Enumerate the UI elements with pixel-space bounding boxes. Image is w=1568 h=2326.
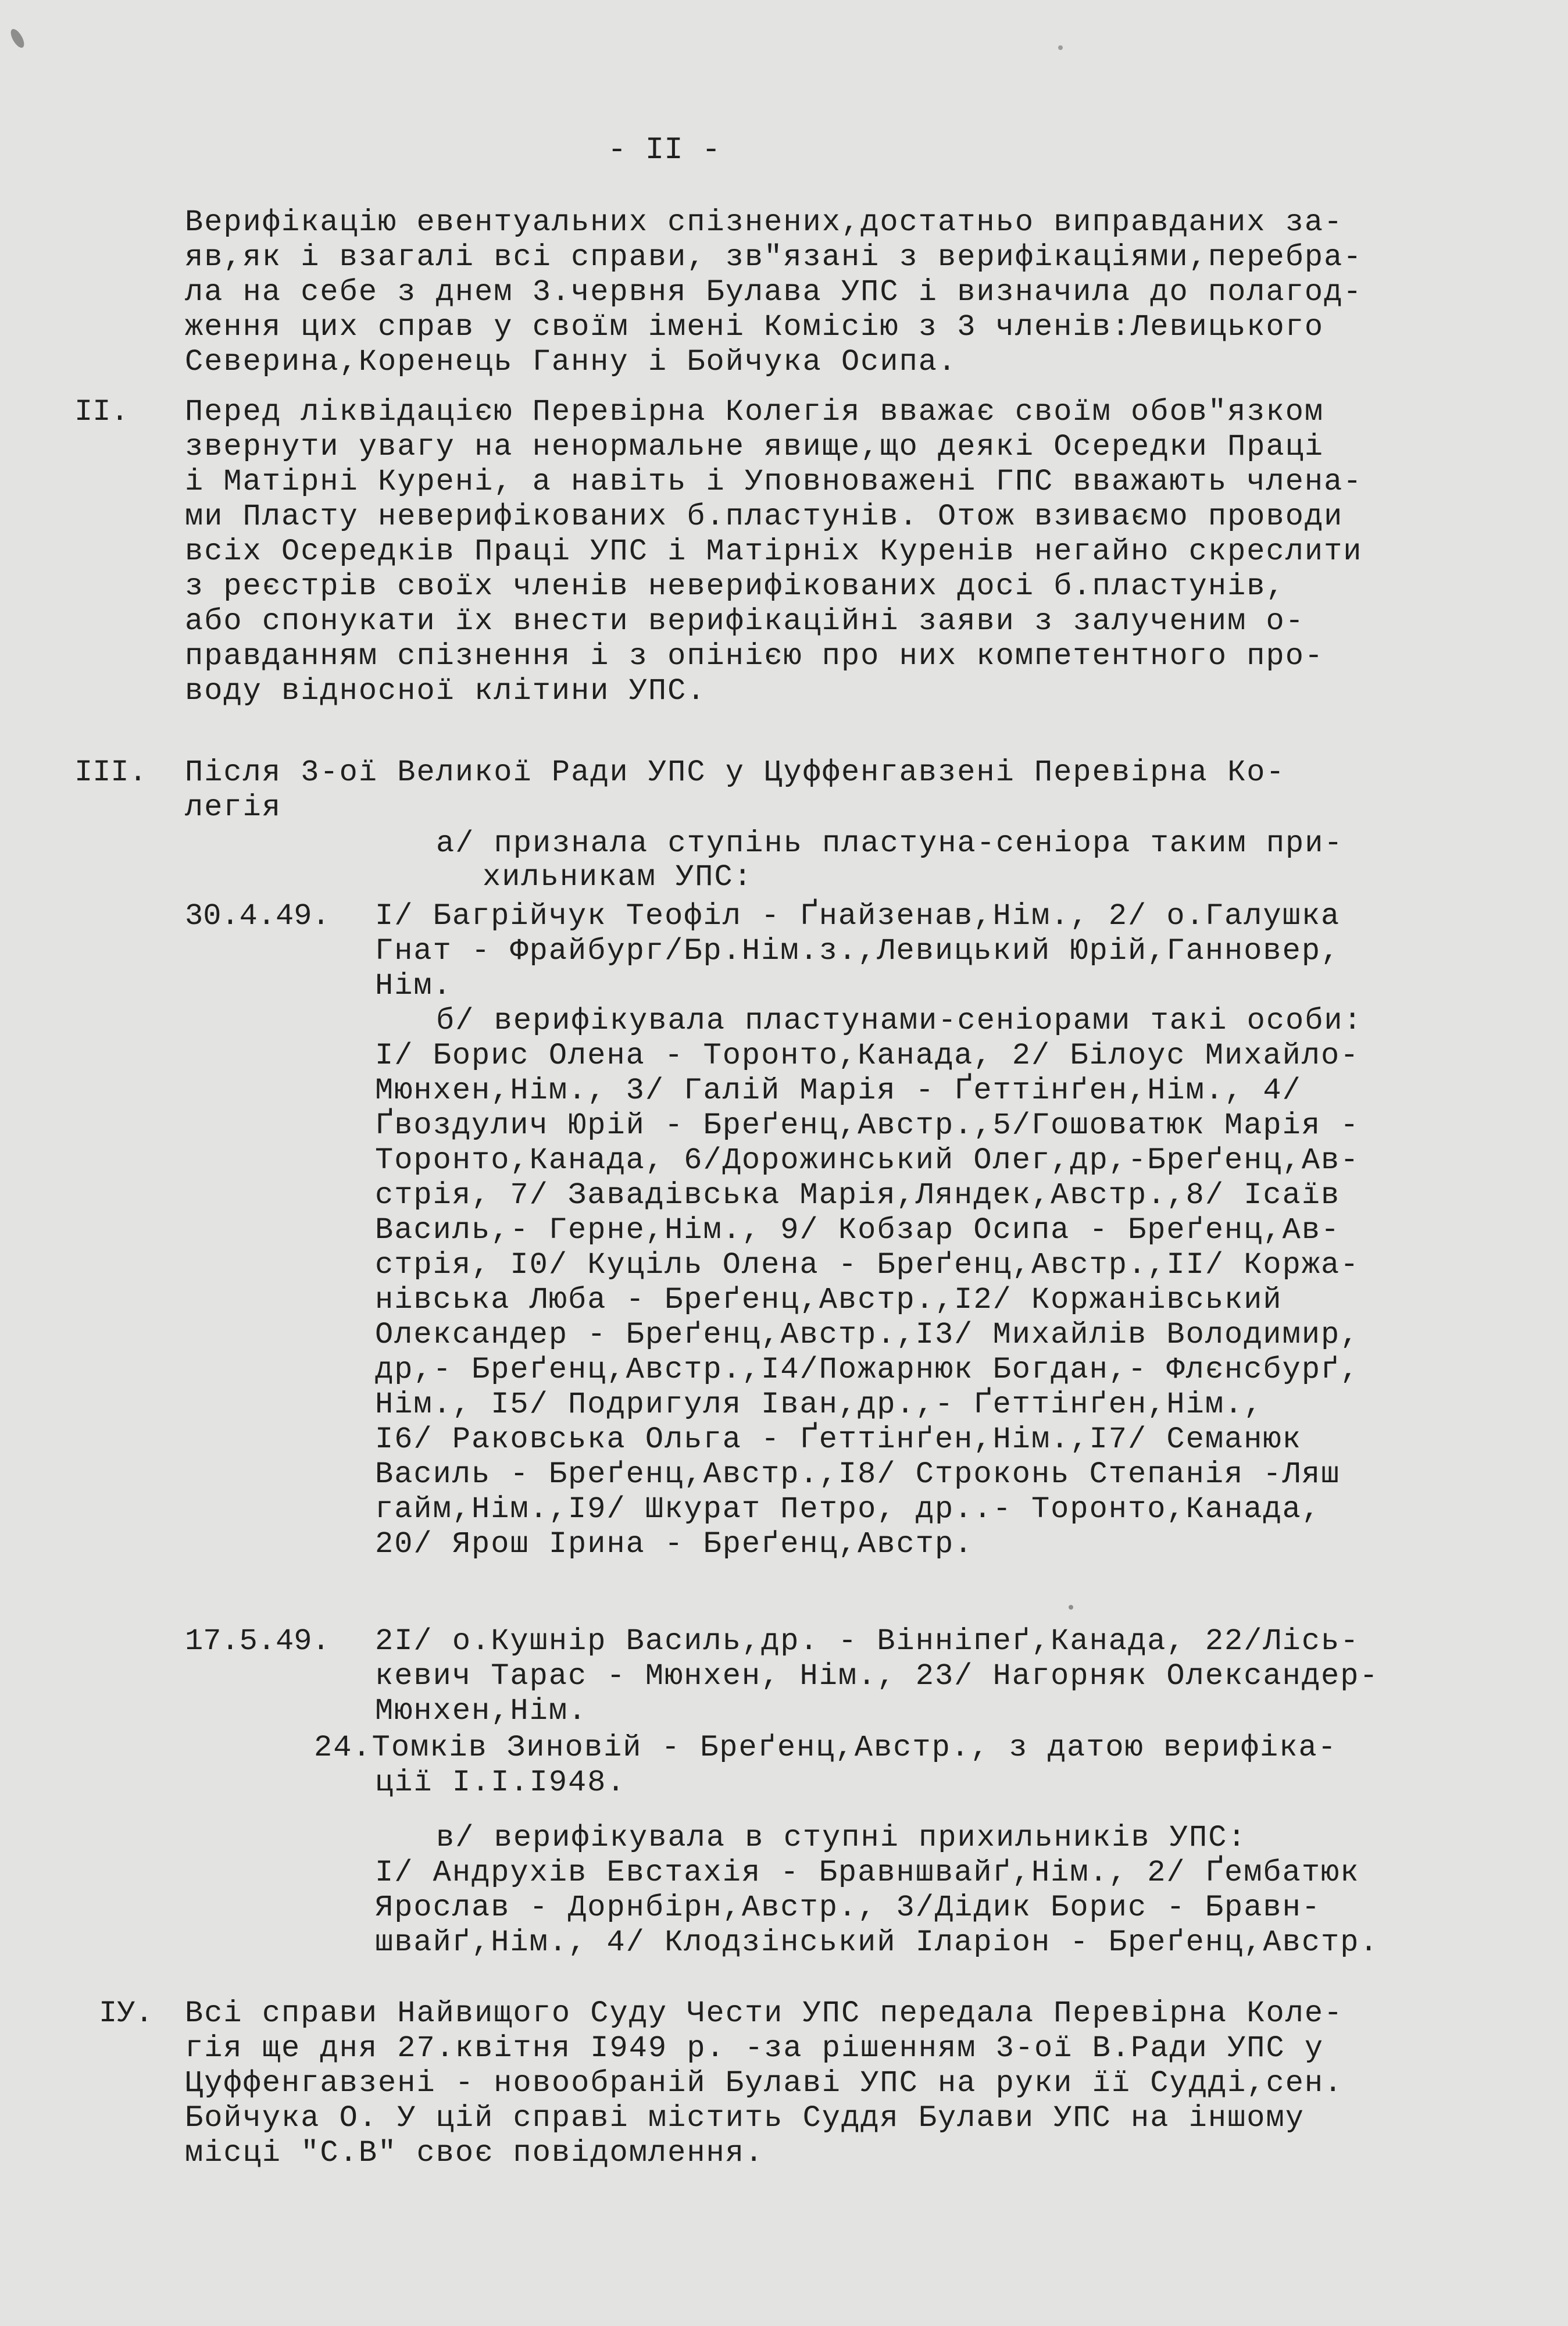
text-line: Після 3-ої Великої Ради УПС у Цуффенгавзені Перевірна Ко- [185,755,1285,790]
text-line: Василь - Бреґенц,Австр.,І8/ Строконь Степанія -Ляш [375,1457,1341,1492]
text-line: Перед ліквідацією Перевірна Колегія вважає своїм обов"язком [185,395,1324,429]
text-line: а/ признала ступінь пластуна-сеніора таким при- [436,826,1344,861]
text-line: Нім., І5/ Подригуля Іван,др.,- Ґеттінґен,Нім., [375,1387,1263,1422]
section-number: ІУ. [99,1996,153,2031]
text-line: яв,як і взагалі всі справи, зв"язані з верифікаціями,перебра- [185,240,1363,274]
text-line: І/ Андрухів Евстахія - Бравншвайґ,Нім., 2/ Ґембатюк [375,1856,1360,1890]
text-line: ції І.І.І948. [375,1765,626,1800]
text-line: місці "С.В" своє повідомлення. [185,2136,765,2170]
text-line: правданням спізнення і з опінією про них компетентного про- [185,639,1324,673]
page-number: - II - [608,133,721,168]
text-line: всіх Осередків Праці УПС і Матірніх Куренів негайно скреслити [185,534,1363,569]
text-line: хильникам УПС: [483,860,753,894]
text-line: Василь,- Герне,Нім., 9/ Кобзар Осипа - Бреґенц,Ав- [375,1213,1341,1247]
entry-date: 30.4.49. [185,899,330,933]
text-line: легія [185,790,282,825]
text-line: Верифікацію евентуальних спізнених,достатньо виправданих за- [185,205,1344,240]
text-line: гайм,Нім.,І9/ Шкурат Петро, др..- Торонто,Канада, [375,1492,1321,1526]
text-line: ла на себе з днем 3.червня Булава УПС і визначила до полагод- [185,275,1363,309]
text-line: стрія, І0/ Куціль Олена - Бреґенц,Австр.,ІІ/ Коржа- [375,1248,1360,1282]
text-line: 20/ Ярош Ірина - Бреґенц,Австр. [375,1527,974,1561]
text-line: гія ще дня 27.квітня І949 р. -за рішенням 3-ої В.Ради УПС у [185,2031,1324,2065]
text-line: в/ верифікувала в ступні прихильників УПС: [436,1821,1247,1855]
text-line: 24.Томків Зиновій - Бреґенц,Австр., з датою верифіка- [314,1731,1337,1765]
text-line: або спонукати їх внести верифікаційні заяви з залученим о- [185,604,1305,638]
text-line: звернути увагу на ненормальне явище,що деякі Осередки Праці [185,430,1324,464]
text-line: Гнат - Фрайбург/Бр.Нім.з.,Левицький Юрій,Ганновер, [375,934,1341,968]
text-line: Торонто,Канада, 6/Дорожинський Олег,др,-Бреґенц,Ав- [375,1143,1360,1178]
text-line: і Матірні Курені, а навіть і Уповноважені ГПС вважають члена- [185,465,1363,499]
text-line: Нім. [375,969,452,1003]
text-line: Мюнхен,Нім. [375,1694,588,1728]
text-line: Ґвоздулич Юрій - Бреґенц,Австр.,5/Гошоватюк Марія - [375,1108,1360,1143]
ink-speck [1058,45,1063,50]
text-line: нівська Люба - Бреґенц,Австр.,І2/ Коржанівський [375,1283,1283,1317]
text-line: Северина,Коренець Ганну і Бойчука Осипа. [185,345,958,379]
text-line: воду відносної клітини УПС. [185,674,706,708]
section-number: III. [74,755,147,790]
text-line: І/ Борис Олена - Торонто,Канада, 2/ Білоус Михайло- [375,1039,1360,1073]
text-line: Олександер - Бреґенц,Австр.,І3/ Михайлів Володимир, [375,1318,1360,1352]
text-line: 2І/ о.Кушнір Василь,др. - Вінніпеґ,Канада, 22/Лісь- [375,1624,1360,1658]
text-line: Бойчука О. У цій справі містить Суддя Булави УПС на іншому [185,2101,1305,2135]
text-line: швайґ,Нім., 4/ Клодзінський Іларіон - Бреґенц,Австр. [375,1925,1379,1960]
text-line: ження цих справ у своїм імені Комісію з 3 членів:Левицького [185,310,1324,344]
text-line: ми Пласту неверифікованих б.пластунів. Отож взиваємо проводи [185,500,1344,534]
text-line: Всі справи Найвищого Суду Чести УПС передала Перевірна Коле- [185,1996,1344,2031]
text-line: стрія, 7/ Завадівська Марія,Ляндек,Австр.,8/ Ісаїв [375,1178,1341,1212]
entry-date: 17.5.49. [185,1624,330,1658]
text-line: Ярослав - Дорнбірн,Австр., 3/Дідик Борис - Бравн- [375,1890,1321,1925]
text-line: І6/ Раковська Ольга - Ґеттінґен,Нім.,І7/ Семанюк [375,1422,1302,1457]
ink-speck [1069,1605,1073,1610]
text-line: Мюнхен,Нім., 3/ Галій Марія - Ґеттінґен,Нім., 4/ [375,1073,1302,1108]
ink-speck [8,27,27,49]
section-number: II. [74,395,129,429]
text-line: І/ Багрійчук Теофіл - Ґнайзенав,Нім., 2/ о.Галушка [375,899,1341,933]
text-line: з реєстрів своїх членів неверифікованих досі б.пластунів, [185,569,1285,604]
text-line: др,- Бреґенц,Австр.,І4/Пожарнюк Богдан,- Флєнсбурґ, [375,1353,1360,1387]
text-line: кевич Тарас - Мюнхен, Нім., 23/ Нагорняк Олександер- [375,1659,1379,1693]
text-line: Цуффенгавзені - новообраній Булаві УПС на руки її Судді,сен. [185,2066,1344,2100]
text-line: б/ верифікувала пластунами-сеніорами такі особи: [436,1004,1363,1038]
